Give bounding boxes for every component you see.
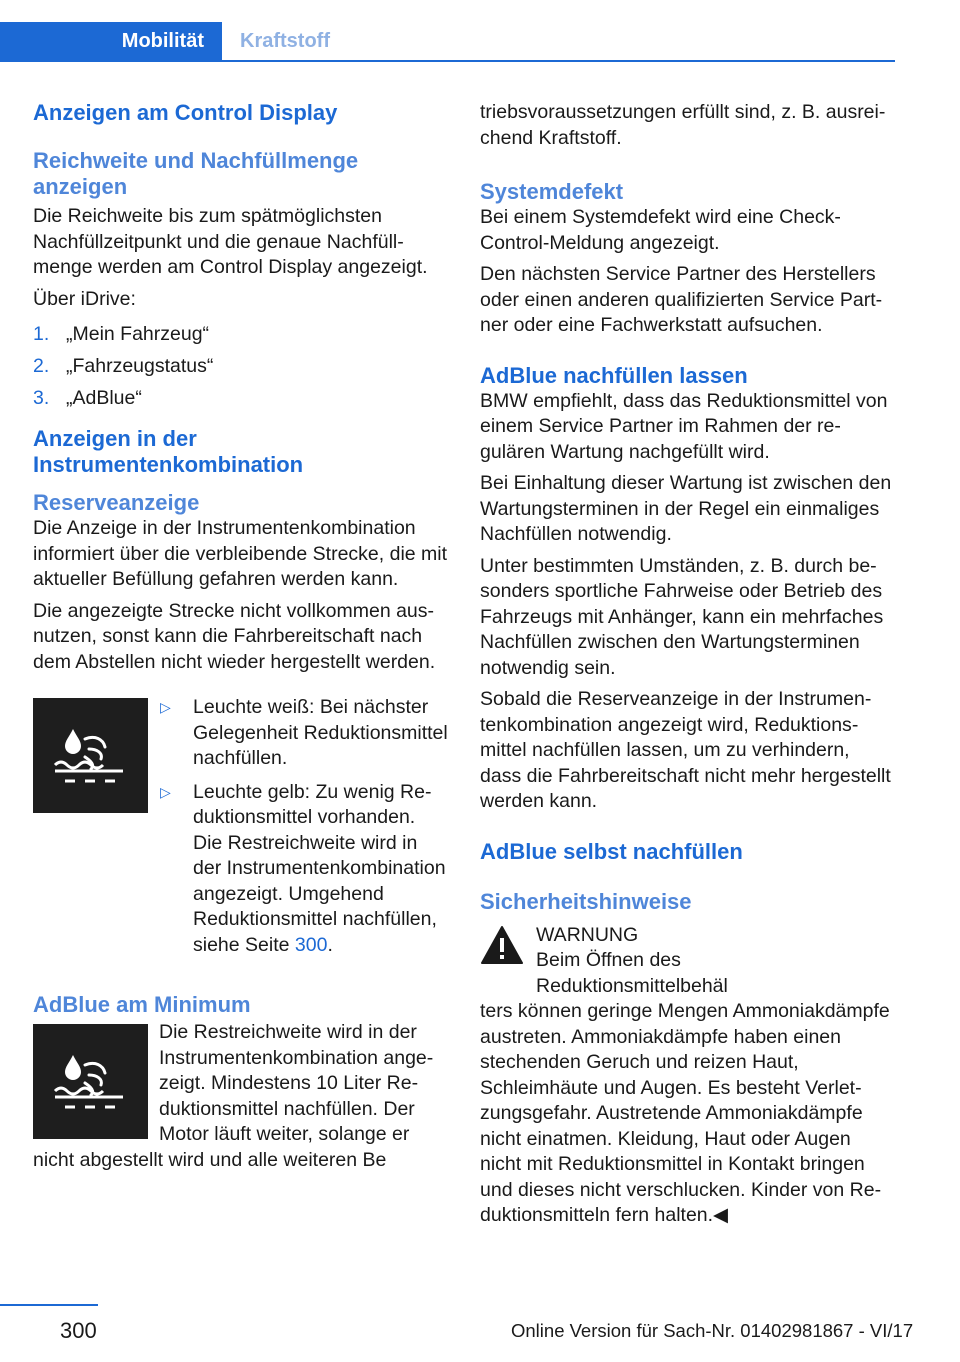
online-version: Online Version für Sach-Nr. 01402981867 - VI/17 [511, 1320, 914, 1341]
heading-selbst-nachfuellen: AdBlue selbst nachfüllen [480, 838, 743, 864]
reserve-indicator-row [33, 695, 449, 966]
triangle-bullet-icon: ▷ [160, 783, 171, 800]
heading-systemdefekt: Systemdefekt [480, 179, 624, 204]
paragraph-defekt-1: Bei einem Systemdefekt wird eine Check-Control-Meldung angezeigt. [480, 206, 841, 254]
heading-nachfuellen-lassen: AdBlue nachfüllen lassen [480, 362, 748, 388]
minimum-block [33, 1020, 449, 1173]
list-item: ▷ Leuchte gelb: Zu wenig Reduktionsmittel vorhanden. Die Restreichweite wird in der Instrumentenkombination angezeigt. Umgehend Reduktionsmittel nachfüllen, siehe Seite 300. [160, 780, 449, 959]
heading-sicherheitshinweise: Sicherheitshinweise [480, 888, 692, 914]
triangle-bullet-icon: ▷ [160, 699, 171, 715]
paragraph-minimum: Die Restreichweite wird in der Instrumentenkombination angezeigt. Mindestens 10 Liter Reduktionsmittel nachfüllen. Der Motor läuft weiter, solange er nicht abgestellt wird und alle weiteren Be [33, 1021, 434, 1171]
paragraph-lassen-2: Bei Einhaltung dieser Wartung ist zwischen den Wartungsterminen in der Regel ein einmaliges Nachfüllen notwendig. [480, 472, 892, 545]
warning-title: WARNUNG [536, 923, 639, 946]
warning-text-first: Beim Öffnen des Reduktionsmittelbehäl [536, 949, 728, 997]
header-divider [0, 60, 895, 62]
tab-mobilitaet[interactable]: Mobilität [0, 22, 222, 60]
adblue-warning-icon [33, 698, 148, 813]
paragraph-reserve-1: Die Anzeige in der Instrumentenkombination informiert über die verbleibende Strecke, die mit aktueller Befüllung gefahren werden kann. [33, 517, 448, 590]
adblue-warning-icon [33, 1024, 148, 1139]
paragraph-idrive: Über iDrive: [33, 287, 136, 310]
paragraph-lassen-3: Unter bestimmten Umständen, z. B. durch besonders sportliche Fahrweise oder Betrieb des Fahrzeugs mit Anhänger, kann ein mehrfaches Nachfüllen zwischen den Wartungsterminen notwendig sein. [480, 554, 884, 679]
heading-instrumentenkombination: Anzeigen in der Instrumentenkombination [33, 426, 304, 477]
heading-adblue-minimum: AdBlue am Minimum [33, 992, 251, 1017]
paragraph-continuation: triebsvoraussetzungen erfüllt sind, z. B. ausreichend Kraftstoff. [480, 101, 886, 149]
warning-header [480, 923, 896, 1000]
list-item: 3. „AdBlue“ [33, 387, 142, 409]
footer-divider [0, 1304, 98, 1306]
paragraph-defekt-2: Den nächsten Service Partner des Herstellers oder einen anderen qualifizierten Service Partner oder eine Fachwerkstatt aufsuchen. [480, 263, 883, 336]
heading-control-display: Anzeigen am Control Display [33, 100, 338, 125]
heading-reichweite: Reichweite und Nachfüllmenge anzeigen [33, 148, 359, 199]
left-column [33, 100, 449, 1173]
reserve-bullets [160, 695, 449, 966]
list-item: ▷ Leuchte weiß: Bei nächster Gelegenheit Reduktionsmittel nachfüllen. [160, 695, 449, 772]
page-link-300[interactable]: 300 [294, 933, 328, 956]
idrive-steps [33, 322, 449, 412]
tab-kraftstoff[interactable]: Kraftstoff [240, 29, 330, 52]
paragraph-lassen-1: BMW empfiehlt, dass das Reduktionsmittel von einem Service Partner im Rahmen der regulären Wartung nachgefüllt wird. [480, 389, 888, 463]
list-item: 2. „Fahrzeugstatus“ [33, 355, 214, 377]
paragraph-reserve-2: Die angezeigte Strecke nicht vollkommen ausnutzen, sonst kann die Fahrbereitschaft nach dem Abstellen nicht wieder hergestellt werden. [33, 599, 436, 673]
warning-text: ters können geringe Mengen Ammoniakdämpfe austreten. Ammoniakdämpfe haben einen stechenden Geruch und reizen Haut, Schleimhäute und Augen. Es besteht Verletzungsgefahr. Austretende Ammoniakdämpfe nicht einatmen. Kleidung, Haut oder Augen nicht mit Reduktionsmittel in Kontakt bringen und dieses nicht verschlucken. Kinder von Reduktionsmitteln fern halten.◀ [480, 1000, 890, 1226]
page-number: 300 [60, 1318, 97, 1343]
heading-reserveanzeige: Reserveanzeige [33, 490, 200, 515]
paragraph-reichweite: Die Reichweite bis zum spätmöglichsten Nachfüllzeitpunkt und die genaue Nachfüllmenge werden am Control Display angezeigt. [33, 205, 428, 278]
warning-triangle-icon [480, 925, 524, 965]
paragraph-lassen-4: Sobald die Reserveanzeige in der Instrumentenkombination angezeigt wird, Reduktionsmittel nachfüllen lassen, um zu verhindern, dass die Fahrbereitschaft nicht mehr hergestellt werden kann. [480, 688, 891, 812]
right-column [480, 100, 896, 1229]
list-item: 1. „Mein Fahrzeug“ [33, 323, 210, 345]
